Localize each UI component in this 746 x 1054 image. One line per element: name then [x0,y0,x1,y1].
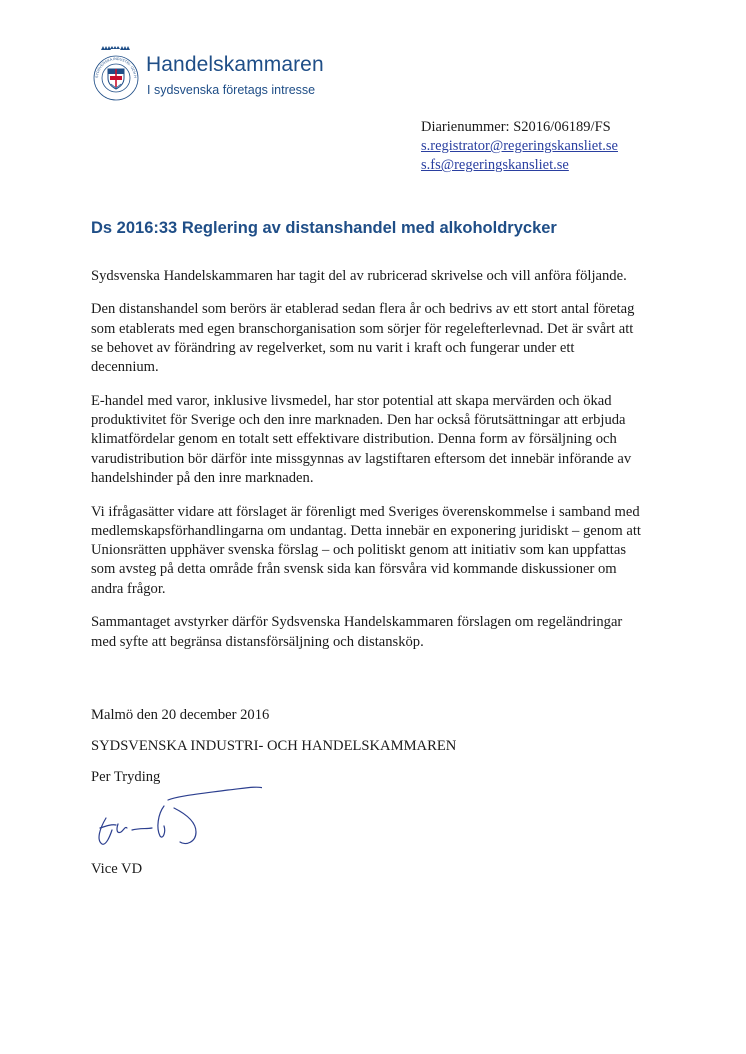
text-line: Sydsvenska Handelskammaren har tagit del av rubricerad skrivelse och vill anföra följande. [91,268,627,284]
text-line: Den distanshandel som berörs är etablerad sedan flera år och bedrivs av ett stort antal företag [91,301,635,318]
text-line: varudistribution bör därför inte missgynnas av lagstiftaren eftersom det innebär införande av [91,450,632,467]
text-line: handelshinder på den inre marknaden. [91,470,314,487]
text-line: som etablerats med egen branschorganisation som sörjer för regelefterlevnad. Det är svårt att [91,320,634,337]
letterhead-logo [88,44,388,106]
reference-block [421,118,618,175]
text-line: Sammantaget avstyrker därför Sydsvenska Handelskammaren förslagen om regeländringar [91,614,623,631]
organization-tagline: I sydsvenska företags intresse [147,83,316,97]
text-line: medlemskapsförhandlingarna om undantag. Detta innebär en exponering juridiskt – genom att [91,522,641,539]
text-line: E-handel med varor, inklusive livsmedel, har stor potential att skapa mervärden och ökad [91,392,612,409]
text-line: se behovet av förändring av regelverket, som nu varit i kraft och fungerar under ett [91,340,575,357]
paragraph [91,267,691,286]
paragraph [91,613,691,652]
document-title: Ds 2016:33 Reglering av distanshandel med alkoholdrycker [91,219,557,237]
text-line: klimatfördelar genom en totalt sett effektivare distribution. Denna form av försäljning och [91,431,617,448]
signatory-name: Per Tryding [91,769,161,785]
closing-organization: SYDSVENSKA INDUSTRI- OCH HANDELSKAMMAREN [91,738,457,754]
paragraph [91,503,691,599]
paragraph [91,300,691,377]
email-link-fs[interactable]: s.fs@regeringskansliet.se [421,157,569,173]
seal-ring-text: SYDSVENSKA INDUSTRI- OCH H [94,56,138,79]
signatory-role: Vice VD [91,861,143,877]
text-line: Vi ifrågasätter vidare att förslaget är förenligt med Sveriges överenskommelse i samband med [91,503,640,520]
paragraph [91,392,691,488]
text-line: Unionsrätten upphäver svenska förslag – och politiskt genom att initiativ som kan uppfattas [91,542,627,559]
chamber-seal-icon [88,44,144,104]
text-line: som avsteg på detta område från svensk sida kan försvåra vid kommande diskussioner om [91,561,617,578]
diarienummer: Diarienummer: S2016/06189/FS [421,119,611,135]
letter-body [91,267,691,666]
organization-name: Handelskammaren [146,53,324,76]
handwritten-signature [92,786,262,856]
text-line: produktivitet för Sverige och den inre marknaden. Den har också förutsättningar att erbjuda [91,412,626,429]
place-date: Malmö den 20 december 2016 [91,707,270,723]
text-line: decennium. [91,359,159,376]
text-line: andra frågor. [91,580,166,597]
text-line: med syfte att begränsa distansförsäljning och distansköp. [91,633,424,650]
email-link-registrator[interactable]: s.registrator@regeringskansliet.se [421,138,618,154]
